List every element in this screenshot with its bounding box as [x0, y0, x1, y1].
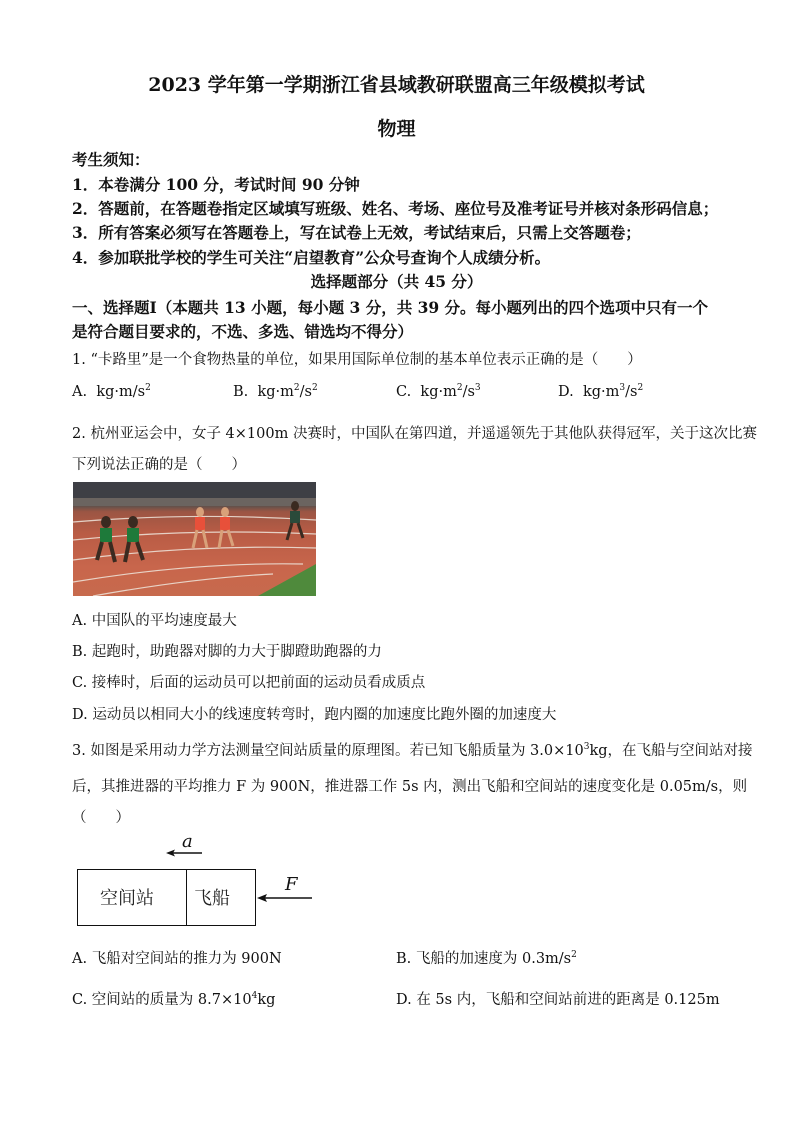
q3-option-d: D. 在 5s 内，飞船和空间站前进的距离是 0.125m: [396, 992, 720, 1008]
section-title: 选择题部分（共 45 分）: [310, 272, 483, 291]
exam-title: 2023 学年第一学期浙江省县域教研联盟高三年级模拟考试: [148, 74, 645, 96]
q2-stem-line1: 2. 杭州亚运会中，女子 4×100m 决赛时，中国队在第四道，并遥遥领先于其他队获得冠军，关于这次比赛: [72, 426, 757, 442]
relay-race-illustration: [73, 482, 316, 596]
part1-instruction-line2: 是符合题目要求的，不选、多选、错选均不得分）: [72, 322, 414, 341]
q3-option-a: A. 飞船对空间站的推力为 900N: [72, 951, 282, 967]
q2-stem-line2: 下列说法正确的是（ ）: [72, 457, 246, 473]
q3-option-b: B. 飞船的加速度为 $0.3m/s^2$: [396, 950, 577, 967]
q1-stem: 1. “卡路里”是一个食物热量的单位，如果用国际单位制的基本单位表示正确的是（ ）: [72, 352, 642, 368]
q2-option-b: B. 起跑时，助跑器对脚的力大于脚蹬助跑器的力: [72, 644, 382, 660]
notice-item-4: 4．参加联批学校的学生可关注“启望教育”公众号查询个人成绩分析。: [72, 248, 551, 267]
notice-item-3: 3．所有答案必须写在答题卷上，写在试卷上无效，考试结束后，只需上交答题卷；: [72, 223, 641, 242]
q1-option-c: C. $kg\cdot m^2/s^3$: [396, 383, 481, 400]
force-label: F: [285, 874, 298, 895]
spacecraft-label: 飞船: [194, 888, 230, 909]
q3-stem-line1: 3. 如图是采用动力学方法测量空间站质量的原理图。若已知飞船质量为 $3.0\times 10^3kg$，在飞船与空间站对接: [72, 742, 753, 759]
q3-option-c: C. 空间站的质量为 $8.7\times 10^4kg$: [72, 991, 276, 1008]
part1-instruction-line1: 一、选择题Ⅰ（本题共 13 小题，每小题 3 分，共 39 分。每小题列出的四个选项中只有一个: [72, 298, 709, 317]
relay-race-photo: [73, 482, 316, 596]
q2-option-a: A. 中国队的平均速度最大: [72, 613, 237, 629]
q2-option-d: D. 运动员以相同大小的线速度转弯时，跑内圈的加速度比跑外圈的加速度大: [72, 707, 557, 723]
q3-stem-line3: （ ）: [72, 810, 130, 826]
notice-item-2: 2．答题前，在答题卷指定区域填写班级、姓名、考场、座位号及准考证号并核对条形码信息；: [72, 199, 719, 218]
notice-heading: 考生须知：: [72, 150, 150, 169]
q1-option-a: A. $kg\cdot m/s^2$: [72, 383, 151, 400]
space-station-label: 空间站: [100, 888, 154, 909]
q2-option-c: C. 接棒时，后面的运动员可以把前面的运动员看成质点: [72, 675, 426, 691]
q3-stem-line2: 后，其推进器的平均推力 F 为 900N，推进器工作 5s 内，测出飞船和空间站的速度变化是 0.05m/s，则: [72, 779, 748, 795]
q1-option-b: B. $kg\cdot m^2/s^2$: [233, 383, 318, 400]
acceleration-label: a: [182, 831, 193, 852]
q1-option-d: D. $kg\cdot m^3/s^2$: [558, 383, 644, 400]
notice-item-1: 1．本卷满分 100 分，考试时间 90 分钟: [72, 175, 360, 194]
exam-subject: 物理: [377, 118, 416, 140]
